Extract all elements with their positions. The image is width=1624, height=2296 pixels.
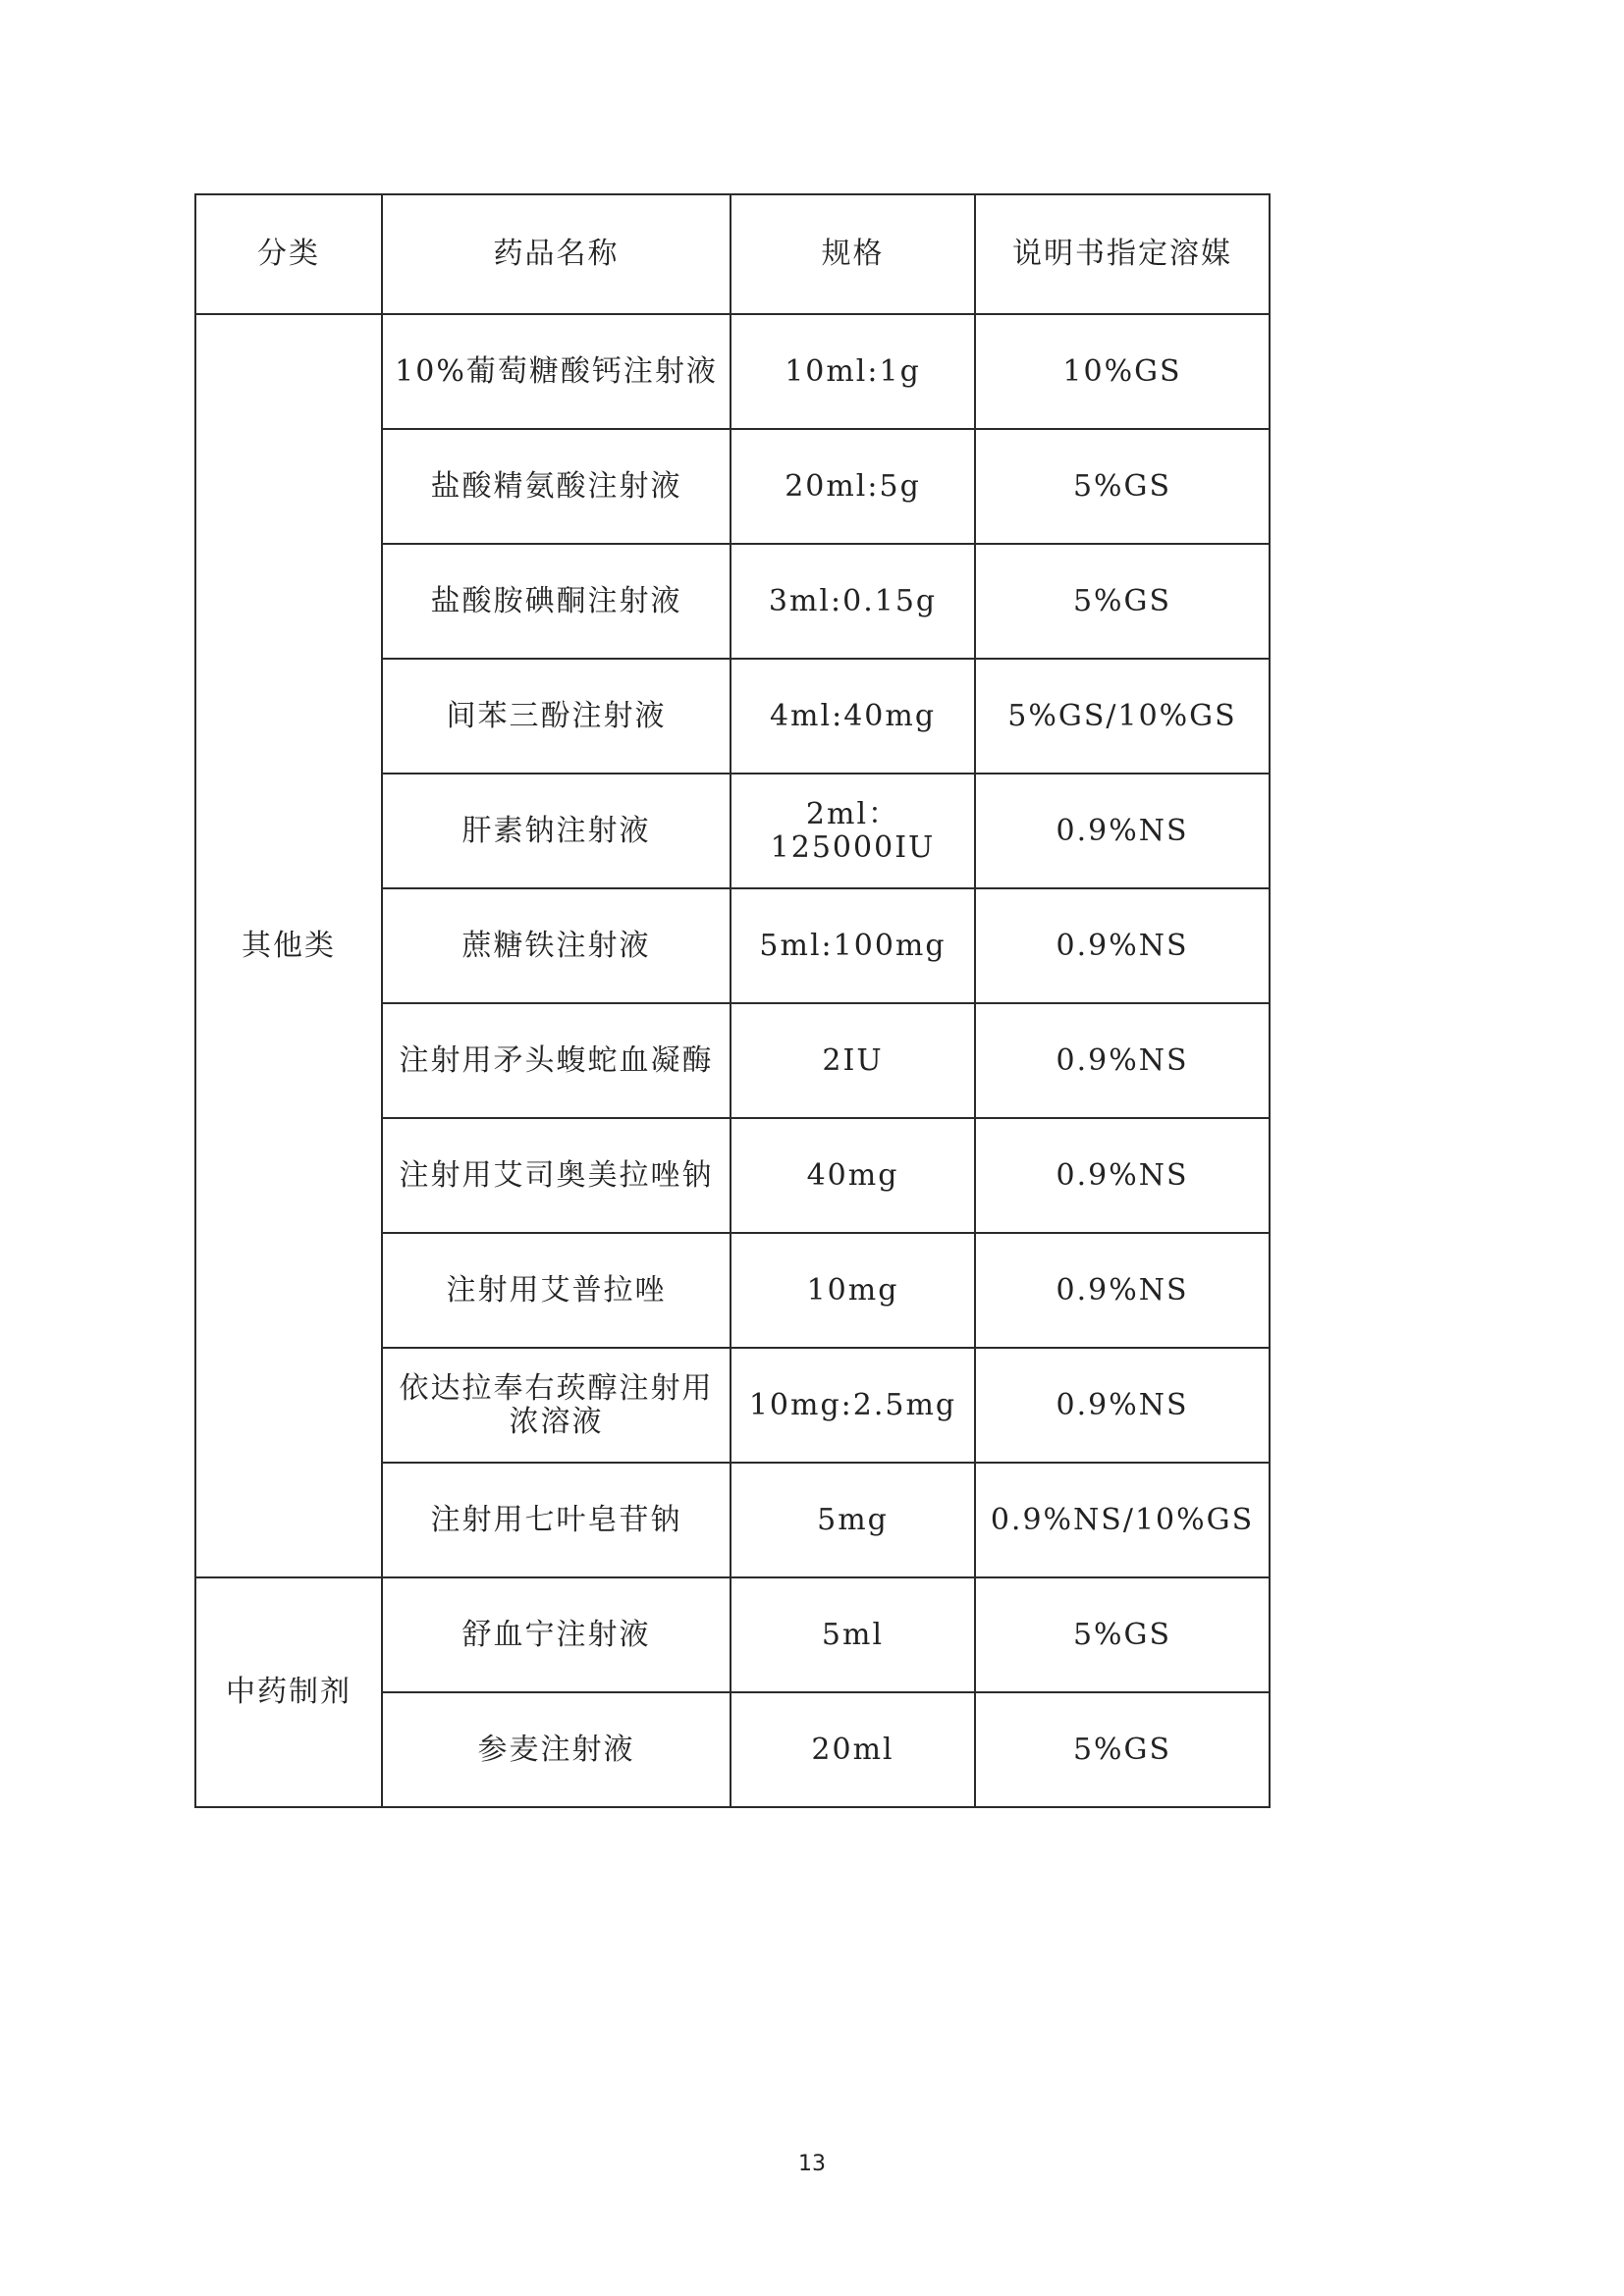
solvent-cell: 5%GS — [975, 1577, 1270, 1692]
spec-cell: 40mg — [731, 1118, 975, 1233]
solvent-cell: 5%GS — [975, 1692, 1270, 1807]
header-solvent: 说明书指定溶媒 — [975, 194, 1270, 314]
spec-cell: 10mg:2.5mg — [731, 1348, 975, 1463]
header-drug-name: 药品名称 — [382, 194, 731, 314]
spec-cell: 5ml:100mg — [731, 888, 975, 1003]
spec-cell: 2IU — [731, 1003, 975, 1118]
drug-name-cell: 注射用艾普拉唑 — [382, 1233, 731, 1348]
spec-cell: 10ml:1g — [731, 314, 975, 429]
category-cell: 中药制剂 — [195, 1577, 382, 1807]
drug-name-cell: 蔗糖铁注射液 — [382, 888, 731, 1003]
solvent-cell: 0.9%NS — [975, 888, 1270, 1003]
solvent-cell: 0.9%NS — [975, 774, 1270, 888]
category-cell: 其他类 — [195, 314, 382, 1577]
spec-cell: 10mg — [731, 1233, 975, 1348]
solvent-cell: 5%GS — [975, 429, 1270, 544]
solvent-cell: 0.9%NS/10%GS — [975, 1463, 1270, 1577]
spec-cell: 5ml — [731, 1577, 975, 1692]
drug-name-cell: 注射用七叶皂苷钠 — [382, 1463, 731, 1577]
page-number: 13 — [798, 2152, 826, 2176]
solvent-cell: 0.9%NS — [975, 1233, 1270, 1348]
solvent-cell: 0.9%NS — [975, 1003, 1270, 1118]
header-spec: 规格 — [731, 194, 975, 314]
solvent-cell: 0.9%NS — [975, 1348, 1270, 1463]
drug-name-cell: 参麦注射液 — [382, 1692, 731, 1807]
drug-name-cell: 依达拉奉右莰醇注射用浓溶液 — [382, 1348, 731, 1463]
drug-name-cell: 肝素钠注射液 — [382, 774, 731, 888]
drug-name-cell: 舒血宁注射液 — [382, 1577, 731, 1692]
spec-cell: 5mg — [731, 1463, 975, 1577]
drug-name-cell: 10%葡萄糖酸钙注射液 — [382, 314, 731, 429]
drug-name-cell: 盐酸胺碘酮注射液 — [382, 544, 731, 659]
solvent-cell: 5%GS — [975, 544, 1270, 659]
drug-name-cell: 盐酸精氨酸注射液 — [382, 429, 731, 544]
drug-solvent-table — [194, 193, 1271, 1808]
drug-name-cell: 间苯三酚注射液 — [382, 659, 731, 774]
spec-cell: 20ml:5g — [731, 429, 975, 544]
spec-cell: 3ml:0.15g — [731, 544, 975, 659]
spec-cell: 20ml — [731, 1692, 975, 1807]
solvent-cell: 10%GS — [975, 314, 1270, 429]
drug-name-cell: 注射用矛头蝮蛇血凝酶 — [382, 1003, 731, 1118]
table-row — [195, 1577, 1270, 1692]
solvent-cell: 0.9%NS — [975, 1118, 1270, 1233]
spec-cell: 2ml：125000IU — [731, 774, 975, 888]
table-header-row — [195, 194, 1270, 314]
header-category: 分类 — [195, 194, 382, 314]
solvent-cell: 5%GS/10%GS — [975, 659, 1270, 774]
spec-cell: 4ml:40mg — [731, 659, 975, 774]
table-row — [195, 314, 1270, 429]
drug-name-cell: 注射用艾司奥美拉唑钠 — [382, 1118, 731, 1233]
